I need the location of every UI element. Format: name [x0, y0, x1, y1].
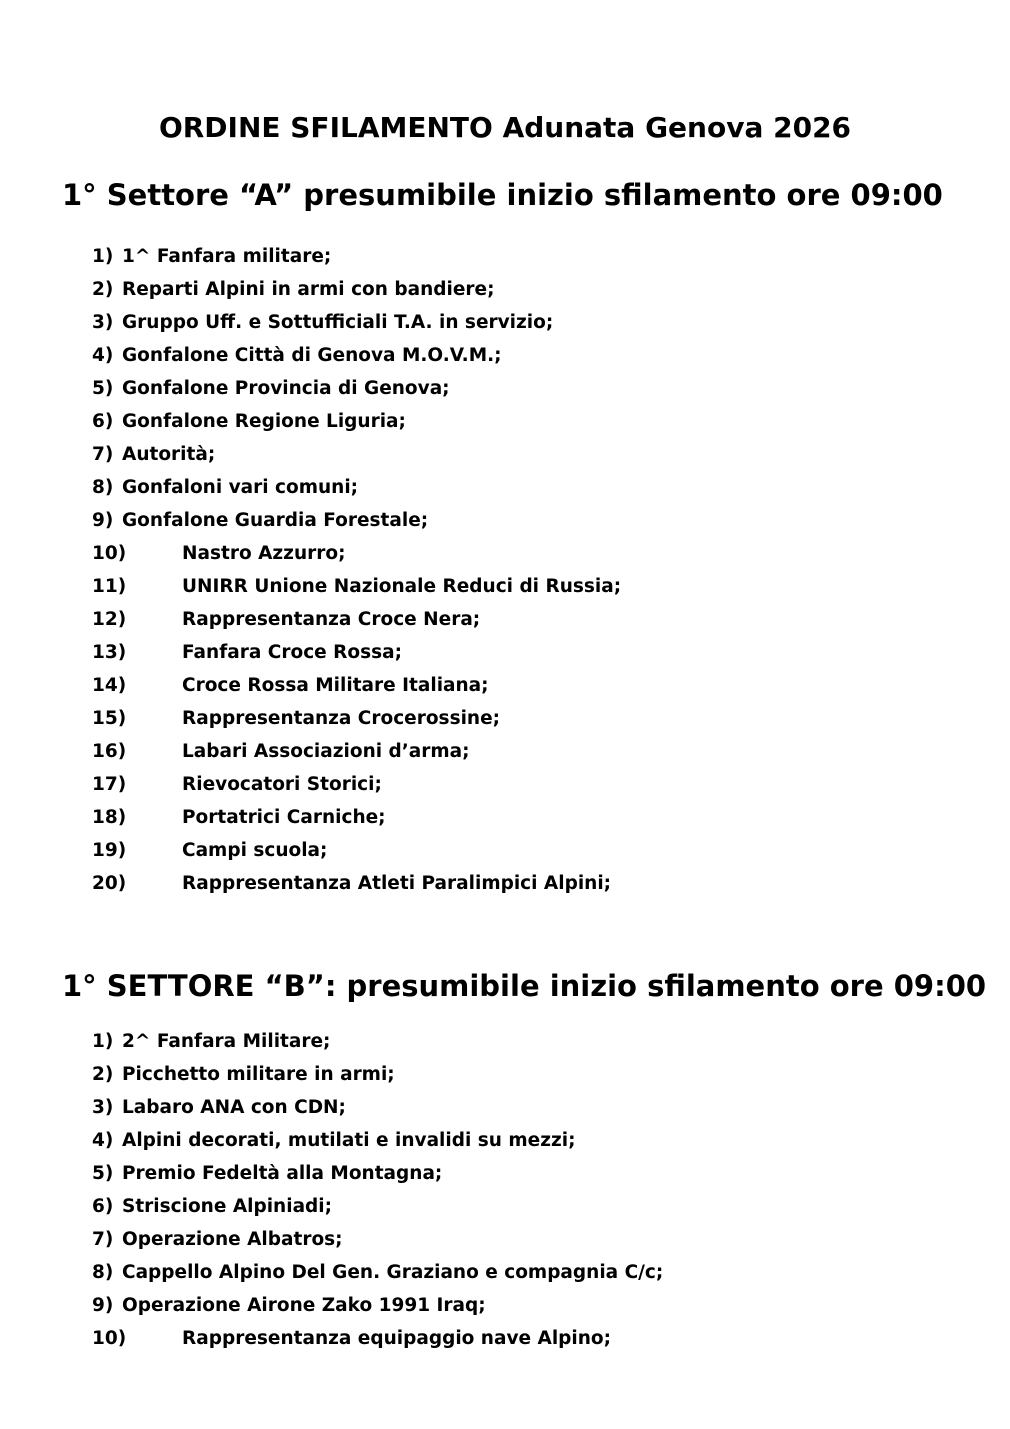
item-text: Rappresentanza Croce Nera; — [182, 609, 481, 630]
list-item — [92, 669, 621, 702]
list-item — [92, 834, 621, 867]
list-item — [92, 1025, 663, 1058]
item-number: 1) — [92, 1031, 120, 1052]
list-item — [92, 273, 621, 306]
list-item — [92, 768, 621, 801]
list-item — [92, 1091, 663, 1124]
item-number: 19) — [92, 840, 127, 861]
item-text: Rappresentanza Atleti Paralimpici Alpini; — [182, 873, 612, 894]
item-text: Striscione Alpiniadi; — [122, 1196, 333, 1217]
item-text: 1^ Fanfara militare; — [122, 246, 332, 267]
list-item — [92, 1322, 663, 1355]
list-item — [92, 867, 621, 900]
item-number: 5) — [92, 378, 120, 399]
item-number: 10) — [92, 543, 127, 564]
item-number: 6) — [92, 1196, 120, 1217]
item-text: Labaro ANA con CDN; — [122, 1097, 346, 1118]
list-item — [92, 1256, 663, 1289]
item-number: 12) — [92, 609, 127, 630]
item-text: Gruppo Uff. e Sottufficiali T.A. in servizio; — [122, 312, 554, 333]
list-item — [92, 570, 621, 603]
item-number: 3) — [92, 1097, 120, 1118]
item-number: 5) — [92, 1163, 120, 1184]
list-item — [92, 471, 621, 504]
item-number: 6) — [92, 411, 120, 432]
list-item — [92, 603, 621, 636]
item-text: Gonfalone Città di Genova M.O.V.M.; — [122, 345, 502, 366]
item-number: 3) — [92, 312, 120, 333]
item-number: 17) — [92, 774, 127, 795]
item-number: 18) — [92, 807, 127, 828]
list-item — [92, 1289, 663, 1322]
item-text: Croce Rossa Militare Italiana; — [182, 675, 489, 696]
item-number: 4) — [92, 1130, 120, 1151]
item-number: 7) — [92, 444, 120, 465]
item-text: Operazione Airone Zako 1991 Iraq; — [122, 1295, 486, 1316]
item-number: 10) — [92, 1328, 127, 1349]
item-text: Cappello Alpino Del Gen. Graziano e compagnia C/c; — [122, 1262, 664, 1283]
item-number: 11) — [92, 576, 127, 597]
item-text: Rappresentanza equipaggio nave Alpino; — [182, 1328, 612, 1349]
item-text: Operazione Albatros; — [122, 1229, 343, 1250]
item-number: 7) — [92, 1229, 120, 1250]
item-text: Picchetto militare in armi; — [122, 1064, 395, 1085]
item-text: Campi scuola; — [182, 840, 328, 861]
item-text: Labari Associazioni d’arma; — [182, 741, 470, 762]
list-item — [92, 306, 621, 339]
item-number: 13) — [92, 642, 127, 663]
item-text: Gonfaloni vari comuni; — [122, 477, 359, 498]
item-text: Rappresentanza Crocerossine; — [182, 708, 501, 729]
list-item — [92, 1157, 663, 1190]
list-item — [92, 735, 621, 768]
sector-a-heading: 1° Settore “A” presumibile inizio sfilamento ore 09:00 — [62, 178, 943, 212]
list-item — [92, 1223, 663, 1256]
list-item — [92, 1058, 663, 1091]
item-number: 2) — [92, 1064, 120, 1085]
page-title: ORDINE SFILAMENTO Adunata Genova 2026 — [158, 111, 852, 144]
item-text: Autorità; — [122, 444, 216, 465]
sector-a-list — [92, 240, 621, 900]
item-number: 14) — [92, 675, 127, 696]
item-number: 20) — [92, 873, 127, 894]
list-item — [92, 438, 621, 471]
item-text: Gonfalone Provincia di Genova; — [122, 378, 450, 399]
item-number: 4) — [92, 345, 120, 366]
item-text: Fanfara Croce Rossa; — [182, 642, 403, 663]
list-item — [92, 240, 621, 273]
item-text: Rievocatori Storici; — [182, 774, 382, 795]
list-item — [92, 504, 621, 537]
item-number: 9) — [92, 510, 120, 531]
sector-b-heading: 1° SETTORE “B”: presumibile inizio sfilamento ore 09:00 — [62, 969, 987, 1003]
item-text: UNIRR Unione Nazionale Reduci di Russia; — [182, 576, 622, 597]
item-text: Gonfalone Guardia Forestale; — [122, 510, 429, 531]
item-number: 15) — [92, 708, 127, 729]
list-item — [92, 702, 621, 735]
list-item — [92, 801, 621, 834]
item-number: 9) — [92, 1295, 120, 1316]
list-item — [92, 1124, 663, 1157]
item-text: Nastro Azzurro; — [182, 543, 346, 564]
item-number: 2) — [92, 279, 120, 300]
list-item — [92, 339, 621, 372]
item-number: 8) — [92, 1262, 120, 1283]
item-number: 1) — [92, 246, 120, 267]
item-text: Alpini decorati, mutilati e invalidi su mezzi; — [122, 1130, 576, 1151]
sector-b-list — [92, 1025, 663, 1355]
item-number: 8) — [92, 477, 120, 498]
list-item — [92, 537, 621, 570]
item-text: Premio Fedeltà alla Montagna; — [122, 1163, 443, 1184]
item-number: 16) — [92, 741, 127, 762]
item-text: Gonfalone Regione Liguria; — [122, 411, 406, 432]
item-text: Portatrici Carniche; — [182, 807, 386, 828]
list-item — [92, 1190, 663, 1223]
list-item — [92, 405, 621, 438]
list-item — [92, 636, 621, 669]
list-item — [92, 372, 621, 405]
item-text: Reparti Alpini in armi con bandiere; — [122, 279, 495, 300]
item-text: 2^ Fanfara Militare; — [122, 1031, 331, 1052]
